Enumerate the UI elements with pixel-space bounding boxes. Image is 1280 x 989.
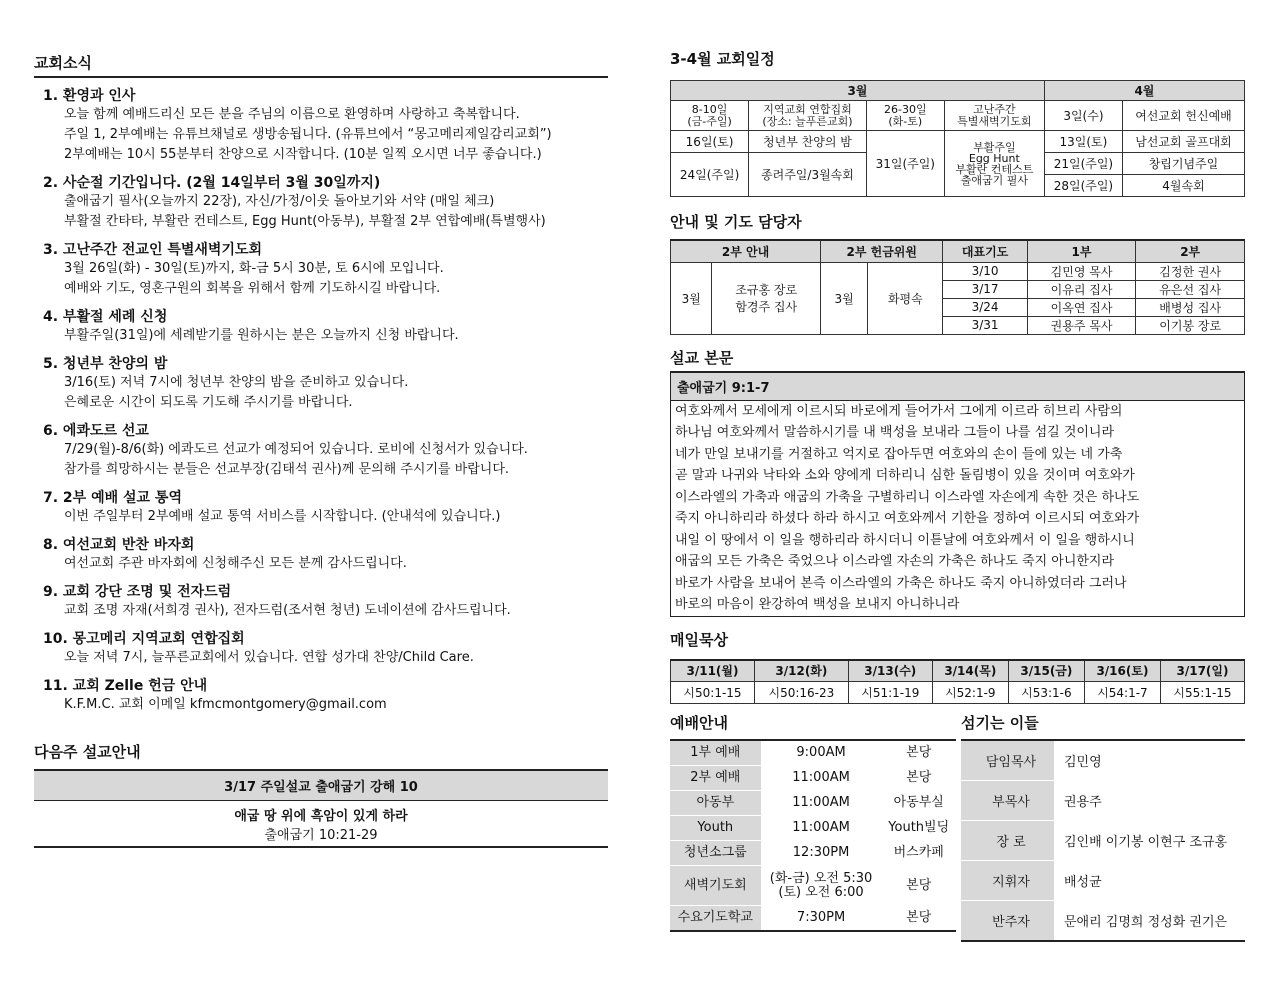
staff-role: 담임목사	[961, 740, 1054, 781]
staff-heading: 섬기는 이들	[961, 714, 1039, 732]
worship-row	[670, 766, 956, 791]
staff-names: 김민영	[1064, 755, 1102, 770]
worship-row	[670, 791, 956, 816]
sermon-line: 바로가 사람을 보내어 본즉 이스라엘의 가축은 하나도 죽지 아니하였더라 그러나	[675, 575, 1127, 591]
schedule-cell: 부활주일 Egg Hunt 부활란 컨테스트 출애굽기 필사	[944, 131, 1044, 197]
worship-place: 본당	[881, 766, 956, 791]
daily-day: 3/11(월)	[671, 660, 755, 682]
news-item-line: 7/29(월)-8/6(화) 에콰도르 선교가 예정되어 있습니다. 로비에 신청서가 있습니다.	[64, 442, 528, 457]
schedule-cell: 21일(주일)	[1044, 153, 1122, 175]
news-item	[34, 422, 608, 480]
worship-name: 1부 예배	[670, 740, 761, 766]
news-item-title: 11. 교회 Zelle 헌금 안내	[43, 678, 208, 694]
next-sermon-ref: 출애굽기 10:21-29	[264, 828, 378, 843]
daily-day: 3/17(일)	[1160, 660, 1244, 682]
duty-first: 김민영 목사	[1027, 262, 1136, 280]
news-item-title: 7. 2부 예배 설교 통역	[43, 490, 182, 506]
daily-ref: 시55:1-15	[1160, 682, 1244, 704]
news-item-line: 이번 주일부터 2부예배 설교 통역 서비스를 시작합니다. (안내석에 있습니다.)	[64, 509, 501, 524]
duty-header: 2부 안내	[671, 240, 821, 262]
news-item	[34, 355, 608, 413]
worship-time: (화-금) 오전 5:30 (토) 오전 6:00	[761, 866, 882, 906]
duty-date: 3/24	[943, 298, 1027, 316]
duty-guide: 조규홍 장로 함경주 집사	[712, 262, 821, 334]
news-item-line: 3월 26일(화) - 30일(토)까지, 화-금 5시 30분, 토 6시에 모입니다.	[64, 261, 444, 276]
sermon-line: 바로의 마음이 완강하여 백성을 보내지 아니하니라	[675, 597, 960, 612]
worship-time: 12:30PM	[761, 841, 882, 866]
news-item-line: K.F.M.C. 교회 이메일 kfmcmontgomery@gmail.com	[64, 697, 387, 712]
sermon-line: 내일 이 땅에서 이 일을 행하리라 하시더니 이튿날에 여호와께서 이 일을 행하시니	[675, 532, 1135, 548]
worship-place: Youth빌딩	[881, 816, 956, 841]
schedule-cell: 16일(토)	[671, 131, 749, 153]
news-item-line: 출애굽기 필사(오늘까지 22장), 자신/가정/이웃 돌아보기와 서약 (매일 체크)	[64, 194, 495, 209]
duty-second: 유은선 집사	[1136, 280, 1245, 298]
staff-role: 부목사	[961, 781, 1054, 821]
sermon-line: 죽지 아니하리라 하셨다 하라 하시고 여호와께서 기한을 정하여 이르시되 여호와가	[675, 511, 1140, 526]
duty-header: 1부	[1027, 240, 1136, 262]
worship-time: 11:00AM	[761, 791, 882, 816]
church-news-heading: 교회소식	[34, 52, 608, 78]
news-item	[34, 583, 608, 621]
duty-second: 배병성 집사	[1136, 298, 1245, 316]
schedule-cell: 13일(토)	[1044, 131, 1122, 153]
duty-first: 이옥연 집사	[1027, 298, 1136, 316]
news-item	[34, 174, 608, 232]
daily-ref: 시52:1-9	[932, 682, 1008, 704]
news-item-line: 교회 조명 자재(서희경 권사), 전자드럼(조서현 청년) 도네이션에 감사드립니다.	[64, 603, 511, 618]
duty-date: 3/17	[943, 280, 1027, 298]
schedule-cell: 여선교회 헌신예배	[1123, 101, 1245, 131]
sermon-line: 이스라엘의 가축과 애굽의 가축을 구별하리니 이스라엘 자손에게 속한 것은 하나도	[675, 489, 1140, 505]
next-sermon-title: 애굽 땅 위에 흑암이 있게 하라	[234, 809, 408, 824]
news-item	[34, 536, 608, 574]
duty-header: 대표기도	[943, 240, 1027, 262]
news-item-line: 예배와 기도, 영혼구원의 회복을 위해서 함께 기도하시길 바랍니다.	[64, 281, 441, 296]
sermon-line: 네가 만일 보내기를 거절하고 억지로 잡아두면 여호와의 손이 들에 있는 네 가축	[675, 446, 1123, 462]
daily-ref: 시50:1-15	[671, 682, 755, 704]
daily-ref: 시54:1-7	[1084, 682, 1160, 704]
schedule-cell: 31일(주일)	[866, 131, 944, 197]
duty-date: 3/10	[943, 262, 1027, 280]
sermon-text	[670, 401, 1245, 617]
worship-row	[670, 816, 956, 841]
news-item-line: 주일 1, 2부예배는 유튜브채널로 생방송됩니다. (유튜브에서 “몽고메리제일감리교회”)	[64, 127, 552, 142]
schedule-cell: 지역교회 연합집회 (장소: 늘푸른교회)	[749, 101, 867, 131]
church-news-column	[34, 52, 608, 848]
worship-block	[670, 712, 956, 942]
worship-heading: 예배안내	[670, 714, 728, 732]
news-item-title: 9. 교회 강단 조명 및 전자드럼	[43, 584, 232, 600]
schedule-cell: 3일(수)	[1044, 101, 1122, 131]
news-item-title: 2. 사순절 기간입니다. (2월 14일부터 3월 30일까지)	[43, 175, 381, 191]
news-item-line: 부활주일(31일)에 세례받기를 원하시는 분은 오늘까지 신청 바랍니다.	[64, 328, 459, 343]
sermon-ref: 출애굽기 9:1-7	[670, 373, 1245, 401]
worship-name: 새벽기도회	[670, 866, 761, 906]
daily-ref: 시50:16-23	[754, 682, 848, 704]
news-item-title: 3. 고난주간 전교인 특별새벽기도회	[43, 242, 263, 258]
march-header: 3월	[671, 81, 1045, 101]
news-list	[34, 87, 608, 715]
worship-row	[670, 866, 956, 906]
worship-place: 본당	[881, 906, 956, 932]
news-item-title: 10. 몽고메리 지역교회 연합집회	[43, 631, 245, 647]
schedule-cell: 26-30일 (화-토)	[866, 101, 944, 131]
news-item-line: 오늘 저녁 7시, 늘푸른교회에서 있습니다. 연합 성가대 찬양/Child Care.	[64, 650, 474, 665]
news-item-title: 8. 여선교회 반찬 바자회	[43, 537, 195, 553]
worship-name: 2부 예배	[670, 766, 761, 791]
news-item-title: 6. 에콰도르 선교	[43, 423, 149, 439]
duty-header: 2부	[1136, 240, 1245, 262]
daily-heading: 매일묵상	[670, 630, 728, 649]
staff-names: 김인배 이기봉 이현구 조규홍	[1064, 835, 1228, 850]
worship-name: 수요기도학교	[670, 906, 761, 932]
news-item	[34, 677, 608, 715]
worship-row	[670, 740, 956, 766]
schedule-heading: 3-4월 교회일정	[670, 50, 775, 68]
staff-row	[961, 781, 1245, 821]
daily-day: 3/15(금)	[1008, 660, 1084, 682]
news-item	[34, 308, 608, 346]
news-item-title: 5. 청년부 찬양의 밤	[43, 356, 168, 372]
duty-first: 이유리 집사	[1027, 280, 1136, 298]
news-item-title: 4. 부활절 세례 신청	[43, 309, 168, 325]
news-item-title: 1. 환영과 인사	[43, 88, 136, 104]
staff-role: 반주자	[961, 901, 1054, 942]
schedule-cell: 남선교회 골프대회	[1123, 131, 1245, 153]
right-column	[670, 48, 1245, 942]
schedule-cell: 종려주일/3월속회	[749, 153, 867, 197]
sermon-heading: 설교 본문	[670, 347, 1245, 373]
daily-ref: 시51:1-19	[848, 682, 932, 704]
duty-second: 김정한 권사	[1136, 262, 1245, 280]
april-header: 4월	[1044, 81, 1244, 101]
worship-row	[670, 906, 956, 932]
duty-second: 이기봉 장로	[1136, 316, 1245, 334]
staff-row	[961, 740, 1245, 781]
worship-place: 본당	[881, 740, 956, 766]
schedule-cell: 4월속회	[1123, 175, 1245, 197]
staff-names: 문애리 김명희 정성화 권기은	[1064, 915, 1228, 930]
schedule-cell: 28일(주일)	[1044, 175, 1122, 197]
news-item-line: 3/16(토) 저녁 7시에 청년부 찬양의 밤을 준비하고 있습니다.	[64, 375, 409, 390]
worship-place: 버스카페	[881, 841, 956, 866]
duty-heading: 안내 및 기도 담당자	[670, 213, 802, 231]
daily-day: 3/12(화)	[754, 660, 848, 682]
staff-row	[961, 901, 1245, 942]
sermon-line: 여호와께서 모세에게 이르시되 바로에게 들어가서 그에게 이르라 히브리 사람의	[675, 403, 1123, 419]
next-sermon-bar: 3/17 주일설교 출애굽기 강해 10	[34, 771, 608, 801]
duty-month2: 3월	[821, 262, 868, 334]
daily-day: 3/14(목)	[932, 660, 1008, 682]
staff-block	[961, 712, 1245, 942]
schedule-cell: 고난주간 특별새벽기도회	[944, 101, 1044, 131]
worship-row	[670, 841, 956, 866]
news-item-line: 오늘 함께 예배드리신 모든 분을 주님의 이름으로 환영하며 사랑하고 축복합니다.	[64, 107, 520, 122]
staff-names: 권용주	[1064, 795, 1102, 810]
sermon-line: 하나님 여호와께서 말씀하시기를 내 백성을 보내라 그들이 나를 섬길 것이니라	[675, 425, 1115, 440]
staff-table	[961, 739, 1245, 942]
schedule-table	[670, 80, 1245, 197]
worship-name: Youth	[670, 816, 761, 841]
worship-time: 9:00AM	[761, 740, 882, 766]
news-item	[34, 87, 608, 165]
news-item-line: 참가를 희망하시는 분들은 선교부장(김태석 권사)께 문의해 주시기를 바랍니다.	[64, 462, 510, 477]
duty-month: 3월	[671, 262, 712, 334]
next-sermon-heading: 다음주 설교안내	[34, 743, 141, 761]
news-item-line: 2부예배는 10시 55분부터 찬양으로 시작합니다. (10분 일찍 오시면 너무 좋습니다.)	[64, 147, 542, 162]
worship-time: 7:30PM	[761, 906, 882, 932]
schedule-cell: 창립기념주일	[1123, 153, 1245, 175]
staff-names: 배성균	[1064, 875, 1102, 890]
worship-table	[670, 739, 956, 932]
schedule-cell: 8-10일 (금-주일)	[671, 101, 749, 131]
worship-name: 청년소그룹	[670, 841, 761, 866]
news-item-line: 은혜로운 시간이 되도록 기도해 주시기를 바랍니다.	[64, 395, 353, 410]
worship-place: 본당	[881, 866, 956, 906]
daily-day: 3/16(토)	[1084, 660, 1160, 682]
worship-name: 아동부	[670, 791, 761, 816]
news-item	[34, 489, 608, 527]
news-item	[34, 630, 608, 668]
worship-place: 아동부실	[881, 791, 956, 816]
sermon-line: 애굽의 모든 가축은 죽었으나 이스라엘 자손의 가축은 하나도 죽지 아니한지라	[675, 554, 1115, 569]
worship-time: 11:00AM	[761, 766, 882, 791]
news-item-line: 부활절 칸타타, 부활란 컨테스트, Egg Hunt(아동부), 부활절 2부 연합예배(특별행사)	[64, 214, 546, 229]
bottom-row	[670, 712, 1245, 942]
schedule-cell: 24일(주일)	[671, 153, 749, 197]
daily-ref: 시53:1-6	[1008, 682, 1084, 704]
staff-row	[961, 821, 1245, 861]
news-item	[34, 241, 608, 299]
staff-role: 장 로	[961, 821, 1054, 861]
daily-table	[670, 659, 1245, 705]
daily-day: 3/13(수)	[848, 660, 932, 682]
schedule-cell: 청년부 찬양의 밤	[749, 131, 867, 153]
next-sermon-box	[34, 769, 608, 848]
duty-date: 3/31	[943, 316, 1027, 334]
duty-header: 2부 헌금위원	[821, 240, 943, 262]
sermon-line: 곧 말과 나귀와 낙타와 소와 양에게 더하리니 심한 돌림병이 있을 것이며 여호와가	[675, 468, 1135, 483]
duty-table	[670, 239, 1245, 335]
worship-time: 11:00AM	[761, 816, 882, 841]
staff-role: 지휘자	[961, 861, 1054, 901]
staff-row	[961, 861, 1245, 901]
duty-first: 권용주 목사	[1027, 316, 1136, 334]
news-item-line: 여선교회 주관 바자회에 신청해주신 모든 분께 감사드립니다.	[64, 556, 407, 571]
duty-offering: 화평속	[868, 262, 943, 334]
